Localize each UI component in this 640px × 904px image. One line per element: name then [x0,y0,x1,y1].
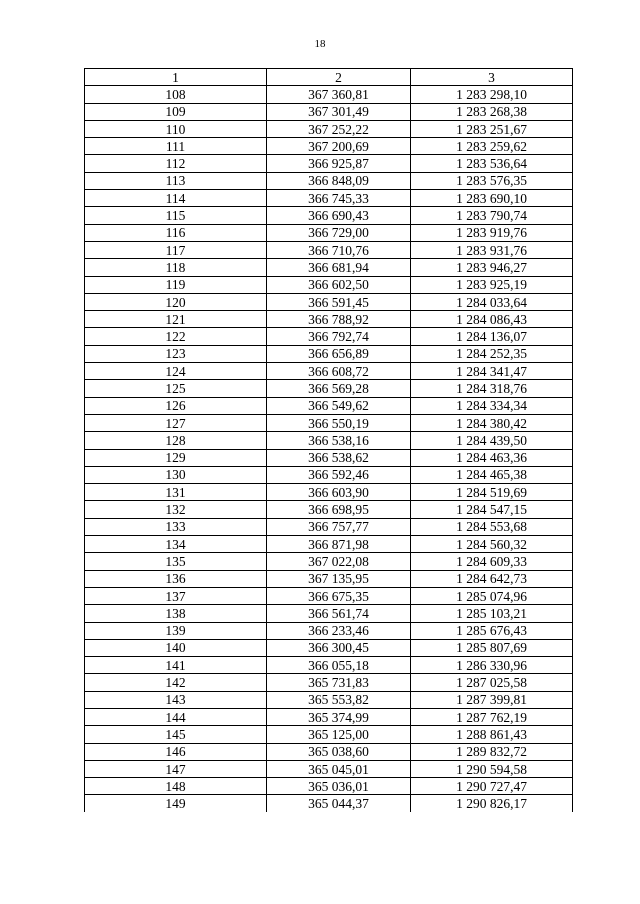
cell-y-coordinate: 1 283 790,74 [411,207,573,224]
cell-point-number: 117 [85,241,267,258]
cell-point-number: 119 [85,276,267,293]
cell-x-coordinate: 365 125,00 [267,726,411,743]
cell-point-number: 130 [85,466,267,483]
cell-x-coordinate: 365 045,01 [267,760,411,777]
cell-point-number: 114 [85,190,267,207]
column-header-y: 3 [411,69,573,86]
table-row [85,778,573,795]
cell-y-coordinate: 1 285 103,21 [411,605,573,622]
table-row [85,449,573,466]
cell-point-number: 127 [85,414,267,431]
cell-y-coordinate: 1 290 727,47 [411,778,573,795]
cell-point-number: 116 [85,224,267,241]
cell-y-coordinate: 1 284 553,68 [411,518,573,535]
cell-x-coordinate: 366 757,77 [267,518,411,535]
cell-x-coordinate: 366 698,95 [267,501,411,518]
cell-y-coordinate: 1 284 439,50 [411,432,573,449]
table-row [85,466,573,483]
cell-point-number: 125 [85,380,267,397]
table-row [85,207,573,224]
table-row [85,639,573,656]
cell-y-coordinate: 1 284 318,76 [411,380,573,397]
page-number: 18 [314,38,326,50]
cell-y-coordinate: 1 289 832,72 [411,743,573,760]
cell-x-coordinate: 366 602,50 [267,276,411,293]
cell-x-coordinate: 366 848,09 [267,172,411,189]
cell-point-number: 145 [85,726,267,743]
cell-point-number: 142 [85,674,267,691]
table-row [85,120,573,137]
cell-point-number: 135 [85,553,267,570]
cell-y-coordinate: 1 283 919,76 [411,224,573,241]
cell-point-number: 128 [85,432,267,449]
cell-x-coordinate: 366 710,76 [267,241,411,258]
cell-y-coordinate: 1 283 576,35 [411,172,573,189]
table-row [85,691,573,708]
cell-x-coordinate: 365 374,99 [267,708,411,725]
cell-y-coordinate: 1 284 136,07 [411,328,573,345]
cell-point-number: 139 [85,622,267,639]
cell-y-coordinate: 1 283 931,76 [411,241,573,258]
cell-x-coordinate: 366 681,94 [267,259,411,276]
cell-point-number: 144 [85,708,267,725]
cell-point-number: 140 [85,639,267,656]
cell-x-coordinate: 365 036,01 [267,778,411,795]
cell-y-coordinate: 1 284 334,34 [411,397,573,414]
table-row [85,190,573,207]
cell-y-coordinate: 1 285 807,69 [411,639,573,656]
cell-point-number: 110 [85,120,267,137]
cell-y-coordinate: 1 283 268,38 [411,103,573,120]
cell-y-coordinate: 1 283 946,27 [411,259,573,276]
cell-point-number: 118 [85,259,267,276]
cell-y-coordinate: 1 285 074,96 [411,587,573,604]
cell-y-coordinate: 1 284 560,32 [411,536,573,553]
cell-point-number: 137 [85,587,267,604]
cell-x-coordinate: 366 925,87 [267,155,411,172]
table-row [85,484,573,501]
cell-x-coordinate: 365 038,60 [267,743,411,760]
cell-x-coordinate: 366 055,18 [267,657,411,674]
cell-point-number: 113 [85,172,267,189]
table-row [85,241,573,258]
table-row [85,172,573,189]
cell-y-coordinate: 1 283 298,10 [411,86,573,103]
cell-x-coordinate: 366 550,19 [267,414,411,431]
cell-point-number: 115 [85,207,267,224]
cell-y-coordinate: 1 288 861,43 [411,726,573,743]
table-row [85,432,573,449]
cell-y-coordinate: 1 287 762,19 [411,708,573,725]
table-row [85,311,573,328]
table-row [85,743,573,760]
cell-y-coordinate: 1 290 826,17 [411,795,573,812]
cell-x-coordinate: 366 675,35 [267,587,411,604]
table-row [85,501,573,518]
cell-x-coordinate: 366 603,90 [267,484,411,501]
cell-x-coordinate: 366 561,74 [267,605,411,622]
cell-x-coordinate: 365 553,82 [267,691,411,708]
table-row [85,155,573,172]
header-row [85,69,573,86]
table-body [85,86,573,812]
table-row [85,760,573,777]
cell-y-coordinate: 1 284 609,33 [411,553,573,570]
table-row [85,657,573,674]
cell-point-number: 141 [85,657,267,674]
cell-point-number: 123 [85,345,267,362]
cell-x-coordinate: 365 731,83 [267,674,411,691]
column-header-number: 1 [85,69,267,86]
cell-x-coordinate: 366 233,46 [267,622,411,639]
cell-x-coordinate: 366 538,16 [267,432,411,449]
table-row [85,553,573,570]
cell-x-coordinate: 366 538,62 [267,449,411,466]
cell-x-coordinate: 366 300,45 [267,639,411,656]
cell-y-coordinate: 1 284 086,43 [411,311,573,328]
cell-x-coordinate: 366 549,62 [267,397,411,414]
table-row [85,536,573,553]
cell-y-coordinate: 1 283 690,10 [411,190,573,207]
cell-y-coordinate: 1 284 547,15 [411,501,573,518]
cell-y-coordinate: 1 286 330,96 [411,657,573,674]
cell-point-number: 132 [85,501,267,518]
cell-y-coordinate: 1 283 925,19 [411,276,573,293]
cell-x-coordinate: 367 301,49 [267,103,411,120]
table-row [85,674,573,691]
cell-x-coordinate: 367 252,22 [267,120,411,137]
table-row [85,86,573,103]
cell-point-number: 131 [85,484,267,501]
table-row [85,276,573,293]
table-row [85,708,573,725]
cell-y-coordinate: 1 284 519,69 [411,484,573,501]
table-row [85,138,573,155]
cell-point-number: 149 [85,795,267,812]
cell-point-number: 111 [85,138,267,155]
cell-point-number: 147 [85,760,267,777]
cell-x-coordinate: 366 592,46 [267,466,411,483]
table-row [85,363,573,380]
cell-point-number: 133 [85,518,267,535]
cell-y-coordinate: 1 283 259,62 [411,138,573,155]
cell-y-coordinate: 1 283 536,64 [411,155,573,172]
cell-x-coordinate: 366 608,72 [267,363,411,380]
cell-point-number: 122 [85,328,267,345]
table-row [85,328,573,345]
cell-x-coordinate: 367 200,69 [267,138,411,155]
table-row [85,587,573,604]
cell-y-coordinate: 1 284 465,38 [411,466,573,483]
table-row [85,293,573,310]
cell-y-coordinate: 1 284 252,35 [411,345,573,362]
cell-y-coordinate: 1 284 380,42 [411,414,573,431]
cell-point-number: 109 [85,103,267,120]
cell-x-coordinate: 367 022,08 [267,553,411,570]
cell-x-coordinate: 365 044,37 [267,795,411,812]
cell-y-coordinate: 1 287 399,81 [411,691,573,708]
cell-x-coordinate: 366 729,00 [267,224,411,241]
cell-x-coordinate: 366 871,98 [267,536,411,553]
cell-y-coordinate: 1 283 251,67 [411,120,573,137]
cell-x-coordinate: 366 656,89 [267,345,411,362]
table-header [85,69,573,86]
cell-point-number: 126 [85,397,267,414]
cell-x-coordinate: 366 745,33 [267,190,411,207]
table-row [85,345,573,362]
table-row [85,380,573,397]
cell-point-number: 129 [85,449,267,466]
column-header-x: 2 [267,69,411,86]
cell-point-number: 134 [85,536,267,553]
table-row [85,518,573,535]
cell-point-number: 108 [85,86,267,103]
cell-y-coordinate: 1 284 033,64 [411,293,573,310]
cell-point-number: 121 [85,311,267,328]
table-row [85,414,573,431]
table-row [85,795,573,812]
cell-x-coordinate: 366 591,45 [267,293,411,310]
table-row [85,397,573,414]
cell-y-coordinate: 1 285 676,43 [411,622,573,639]
cell-point-number: 136 [85,570,267,587]
cell-point-number: 120 [85,293,267,310]
table-row [85,622,573,639]
cell-point-number: 112 [85,155,267,172]
cell-point-number: 138 [85,605,267,622]
cell-point-number: 143 [85,691,267,708]
cell-y-coordinate: 1 284 642,73 [411,570,573,587]
cell-point-number: 124 [85,363,267,380]
table-row [85,103,573,120]
cell-x-coordinate: 366 788,92 [267,311,411,328]
table-row [85,259,573,276]
cell-y-coordinate: 1 284 341,47 [411,363,573,380]
cell-point-number: 146 [85,743,267,760]
coordinates-table [84,68,573,812]
cell-x-coordinate: 367 360,81 [267,86,411,103]
cell-point-number: 148 [85,778,267,795]
table-row [85,224,573,241]
cell-y-coordinate: 1 284 463,36 [411,449,573,466]
cell-x-coordinate: 367 135,95 [267,570,411,587]
cell-y-coordinate: 1 287 025,58 [411,674,573,691]
cell-x-coordinate: 366 569,28 [267,380,411,397]
cell-x-coordinate: 366 690,43 [267,207,411,224]
cell-y-coordinate: 1 290 594,58 [411,760,573,777]
cell-x-coordinate: 366 792,74 [267,328,411,345]
table-row [85,726,573,743]
table-row [85,605,573,622]
table-row [85,570,573,587]
